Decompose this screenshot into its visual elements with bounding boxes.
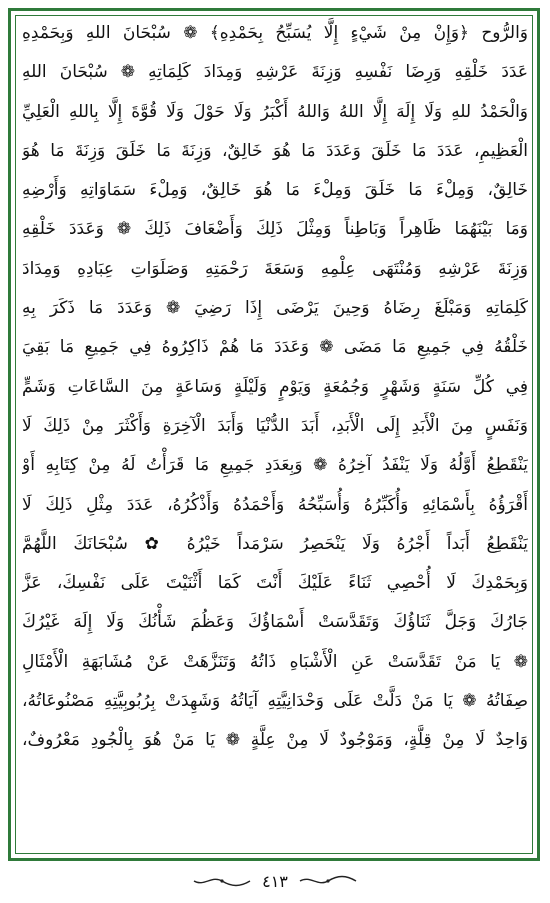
page-footer	[0, 866, 550, 896]
text-line-10: فِي كُلِّ سَنَةٍ وَشَهْرٍ وَجُمُعَةٍ وَيَوْمٍ وَلَيْلَةٍ وَسَاعَةٍ مِنَ السَّاعَاتِ وَشَمٍّ	[22, 376, 528, 397]
text-line-7: وَزِنَةَ عَرْشِهِ وَمُنْتَهَى عِلْمِهِ وَسَعَةَ رَحْمَتِهِ وَصَلَوَاتِ عِبَادِهِ وَمِدَادَ	[22, 258, 528, 279]
text-line-21	[22, 800, 528, 839]
text-line-3: وَالْحَمْدُ للهِ وَلَا إِلَهَ إِلَّا اللهُ وَاللهُ أَكْبَرُ وَلَا حَوْلَ وَلَا قُوَّةَ إِلَّا بِاللهِ الْعَلِيِّ	[22, 101, 528, 122]
text-line-8: كَلِمَاتِهِ وَمَبْلَغَ رِضَاهُ وَحِينَ يَرْضَى إِذَا رَضِيَ ❁ وَعَدَدَ مَا ذَكَرَ بِهِ	[22, 298, 528, 319]
text-line-4: الْعَظِيمِ، عَدَدَ مَا خَلَقَ وَعَدَدَ مَا هُوَ خَالِقٌ، وَزِنَةَ مَا خَلَقَ وَزِنَةَ مَا هُوَ	[22, 140, 528, 161]
text-line-1: وَالرُّوح ﴿وَإِنْ مِنْ شَيْءٍ إِلَّا يُسَبِّحُ بِحَمْدِهِ﴾ ❁ سُبْحَانَ اللهِ وَبِحَمْدِهِ	[22, 23, 528, 43]
text-line-12: يَنْقَطِعُ أَوَّلُهُ وَلَا يَنْفَدُ آخِرُهُ ❁ وَبِعَدَدِ جَمِيعِ مَا قَرَأْتُ لَهُ مِنْ كِتَابِهِ أَوْ	[22, 455, 528, 476]
text-line-17: ❁ يَا مَنْ تَقَدَّسَتْ عَنِ الْأَشْبَاهِ ذَاتُهُ وَتَنَزَّهَتْ عَنْ مُشَابَهَةِ الْأَمْثَالِ	[22, 651, 528, 672]
page-number: ٤١٣	[262, 871, 288, 891]
text-body	[22, 14, 528, 839]
text-line-6: وَمَا بَيْنَهُمَا ظَاهِراً وَبَاطِناً وَمِثْلَ ذَلِكَ وَأَضْعَافَ ذَلِكَ ❁ وَعَدَدَ خَلْقِهِ	[22, 219, 528, 240]
text-line-14: يَنْقَطِعُ أَبَداً أَجْرُهُ وَلَا يَنْحَصِرُ سَرْمَداً خَيْرُهُ ✿ سُبْحَانَكَ اللَّهُمَّ	[22, 533, 528, 554]
text-line-20	[22, 761, 528, 800]
text-line-5: خَالِقٌ، وَمِلْءَ مَا خَلَقَ وَمِلْءَ مَا هُوَ خَالِقٌ، وَمِلْءَ سَمَاوَاتِهِ وَأَرْضِهِ	[22, 180, 528, 201]
flourish-ornament-right	[298, 874, 358, 888]
text-line-13: أَقْرَؤُهُ بِأَسْمَائِهِ وَأُكَبِّرُهُ وَأُسَبِّحُهُ وَأَحْمَدُهُ وَأَذْكُرُهُ، عَدَدَ مِثْلِ ذَلِكَ لَا	[22, 494, 528, 515]
text-line-15: وَبِحَمْدِكَ لَا أُحْصِي ثَنَاءً عَلَيْكَ أَنْتَ كَمَا أَثْنَيْتَ عَلَى نَفْسِكَ، عَزَّ	[22, 573, 528, 594]
text-line-16: جَارُكَ وَجَلَّ ثَنَاؤُكَ وَتَقَدَّسَتْ أَسْمَاؤُكَ وَعَظُمَ شَأْنُكَ وَلَا إِلَهَ غَيْرُكَ	[22, 612, 528, 633]
text-line-11: وَنَفَسٍ مِنَ الْأَبَدِ إِلَى الْأَبَدِ، أَبَدَ الدُّنْيَا وَأَبَدَ الْآخِرَةِ وَأَكْثَرَ مِنْ ذَلِكَ لَا	[22, 415, 528, 436]
text-line-18: صِفَاتُهُ ❁ يَا مَنْ دَلَّتْ عَلَى وَحْدَانِيَّتِهِ آيَاتُهُ وَشَهِدَتْ بِرُبُوبِيَّتِهِ مَصْنُوعَاتُهُ،	[22, 691, 528, 712]
text-line-2: عَدَدَ خَلْقِهِ وَرِضَا نَفْسِهِ وَزِنَةَ عَرْشِهِ وَمِدَادَ كَلِمَاتِهِ ❁ سُبْحَانَ اللهِ	[22, 62, 528, 83]
text-line-19: وَاحِدٌ لَا مِنْ قِلَّةٍ، وَمَوْجُودٌ لَا مِنْ عِلَّةٍ ❁ يَا مَنْ هُوَ بِالْجُودِ مَعْرُوفٌ،	[22, 730, 528, 751]
text-line-9: خَلْقُهُ فِي جَمِيعِ مَا مَضَى ❁ وَعَدَدَ مَا هُمْ ذَاكِرُوهُ فِي جَمِيعِ مَا بَقِيَ	[22, 337, 528, 358]
flourish-ornament-left	[192, 874, 252, 888]
